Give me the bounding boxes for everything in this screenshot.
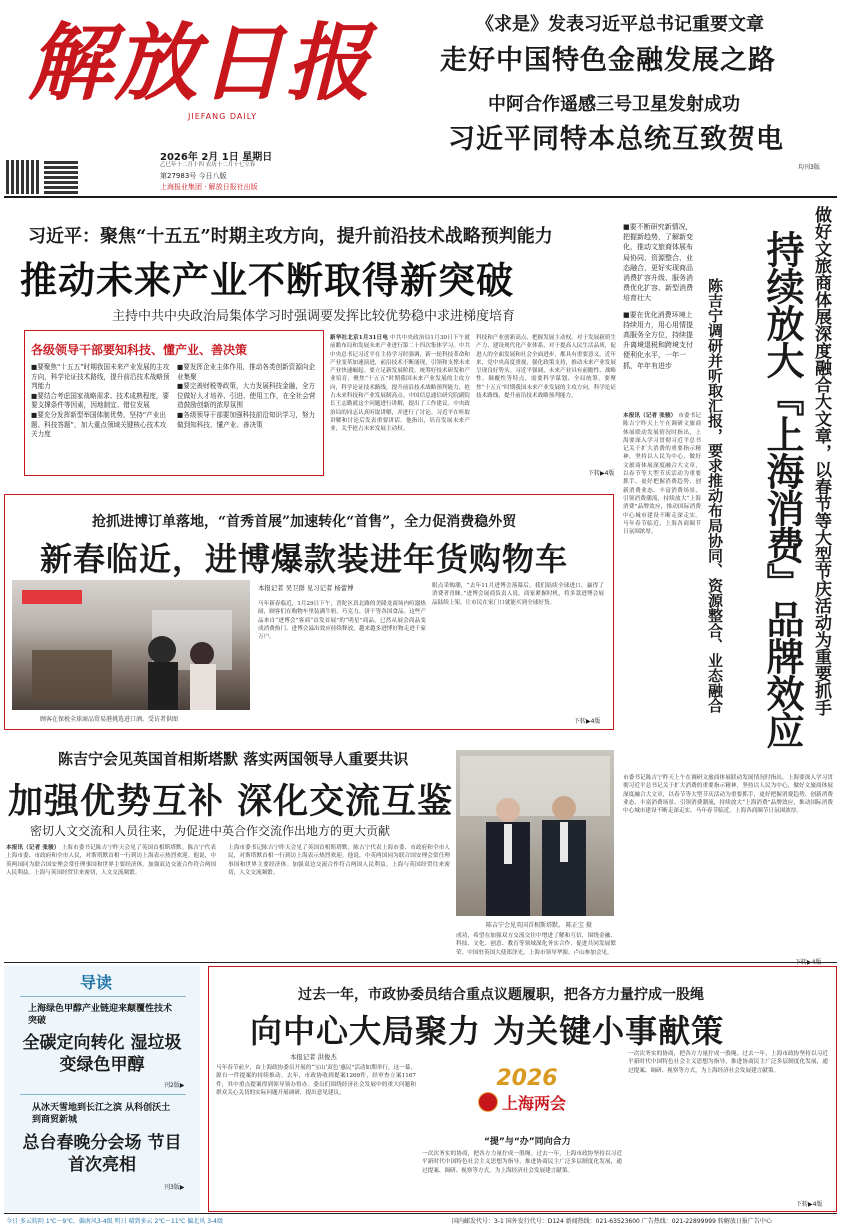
shopping-photo [12, 580, 250, 710]
lead-body-col1 [330, 334, 470, 472]
lead-subtitle: 主持中共中央政治局集体学习时强调要发挥比较优势稳中求进梯度培育 [112, 309, 516, 324]
shopping-title: 新春临近，进博爆款装进年货购物车 [40, 540, 569, 578]
lead-point: ■要聚焦“十五五”时期我国未来产业发展的主攻方向，科学论证技术路线，提升前沿技术战略预判能力 [31, 363, 170, 391]
lunar-line: 乙巳年十二月十四 农历十二月十七立春 [160, 162, 256, 168]
top-kicker-2: 中阿合作遥感三号卫星发射成功 [488, 94, 740, 115]
shopping-kicker: 抢抓进博订单落地，“首秀首展”加速转化“首售”，全力促消费稳外贸 [92, 514, 517, 530]
shopping-body: 马年新春临近，1月29日下午，晋陀区真北路的美隆龙商场内喧嚣热闹，顾客们在购物车里装满牛奶、巧克力、饼干等各国食品。这些产品来自“进博会”客商“首发首展”的“明星”商品。已然从展会商品变成消费热门。进博会溢出效应持续释放，越来越多进博好物走进千家万户。 [258, 601, 426, 641]
uk-caption: 陈吉宁会见英国首相斯塔默。 陈正宝 摄 [486, 922, 592, 929]
guide-rule [20, 996, 186, 997]
uk-body-col2 [228, 844, 450, 952]
uk-body-2: 成功，希望在加强双方交流交往中增进了解和互信，围绕金融、科技、文化、创意、教育等领域深化务实合作，促进共同发展繁荣。中国驻英国大使郑泽光，上海市领导华源、卢山参加会见。 [456, 933, 616, 956]
right-body-text-2: 市委书记陈吉宁昨天上午在调研文旅商体展联动发展情况时指出，上海要深入学习贯彻习近平总书记关于扩大消费的重要指示精神，坚持以人民为中心，做好文旅商体展深度融合大文章，以春节等大型节庆活动为重要抓手，更好把握消费趋势、创新消费业态、丰富消费场景、引领消费潮流，持续放大“上海消费”品牌效应，推动国际消费中心城市建设不断走深走实。马年春节临近，上海各商圈节日氛围浓厚。 [623, 775, 833, 815]
right-point: ■要在优化消费环境上持续用力，用心用情提高服务全方位，持续提升离境退税和跨境支付便利化水平，一年一抓，年年有进步 [623, 310, 693, 370]
right-body-text: 市委书记陈吉宁昨天上午在调研文旅商体展联动发展情况时指出，上海要深入学习贯彻习近平总书记关于扩大消费的重要指示精神，坚持以人民为中心，做好文旅商体展深度融合大文章，以春节等大型节庆活动为重要抓手，更好把握消费趋势、创新消费业态、丰富消费场景、引领消费潮流，持续放大“上海消费”品牌效应，推动国际消费中心城市建设不断走深走实。马年春节临近，上海各商圈节日氛围浓厚。 [623, 413, 701, 536]
guide-ref-2: 刊3版▶ [164, 1184, 185, 1191]
logo-text: 解放日报 [28, 13, 373, 112]
right-points [623, 222, 697, 371]
cppcc-subhead: “提”与“办”同向合力 [484, 1137, 571, 1147]
uk-body-col3 [456, 932, 616, 962]
shopping-continued: 下转▶4版 [574, 718, 601, 725]
cppcc-body: 马年春节前夕，由上海政协委员开展的“宝山‘双色’惠民”活动如期举行。这一幕，源自一件提案的持续推动。去年，市政协收到提案1269件，经审查立案1167件，其中重点提案得到领导领办督办。委员们围绕经济社会发展中的重大问题和群众关心关切的实际问题开展调研，提出意见建议。 [216, 1065, 416, 1096]
guide-ref-1: 刊2版▶ [164, 1082, 185, 1089]
lianghui-year: 2026 [496, 1066, 558, 1091]
guide-kicker-2: 从冰天雪地到长江之滨 从科创沃土到商贸新城 [32, 1103, 171, 1125]
lead-point: ■要发挥企业主体作用，推动各类创新资源向企业集聚 [177, 363, 316, 381]
lianghui-text: 上海两会 [501, 1094, 566, 1113]
guide-title: 导读 [80, 973, 113, 992]
guide-title-2: 总台春晚分会场 节目首次亮相 [22, 1133, 182, 1175]
right-vertical-sub: 陈吉宁调研并听取汇报，要求推动布局协同、资源整合、业态融合 [706, 278, 724, 713]
section-rule [4, 962, 837, 963]
footer-rule [4, 1213, 837, 1214]
shopping-byline: 本报记者 吴卫群 见习记者 杨蕾博 [258, 584, 354, 592]
lead-title: 推动未来产业不断取得新突破 [20, 258, 514, 302]
right-byline: 本报讯（记者 张骏） [623, 413, 677, 419]
qr-code-2 [44, 160, 78, 194]
footer-weather: 今日 多云转阴 1℃～9℃，偏南风3-4级 明日 晴到多云 2℃～11℃ 偏北风 3-4级 [6, 1218, 223, 1225]
top-title-1: 走好中国特色金融发展之路 [440, 45, 776, 76]
cppcc-body-col1 [216, 1064, 416, 1204]
lead-byline: 新华社北京1月31日电 [330, 335, 389, 341]
cppcc-body-col2 [422, 1150, 622, 1204]
uk-body-b: 上海市委书记陈吉宁昨天会见了英国首相斯塔默。陈吉宁代表上海市委、市政府和全市人民，对斯塔默首相一行到访上海表示热烈欢迎。他说，中英两国同为联合国安理会常任理事国和世界主要经济体。加强双边交流合作符合两国人民利益。上海与英国经贸往来密切，人文交流频繁。 [228, 845, 450, 876]
masthead-rule [4, 196, 837, 198]
guide-rule-2 [20, 1094, 186, 1095]
cppcc-body-2: 一次次务实的协商，把各方力量拧成一股绳。过去一年，上海市政协坚持以习近平新时代中国特色社会主义思想为指导，推进协商民主广泛多层制度化发展，通过提案、调研、视察等方式，为上海经济社会发展建言献策。 [628, 1051, 828, 1074]
shopping-photo-art [12, 580, 250, 710]
guide-title-1: 全碳定向转化 湿垃圾变绿色甲醇 [22, 1033, 182, 1075]
right-point: ■要不断研究新情况，把握新趋势，了解新变化，推动文旅商体展布局协同、资源整合、业态融合，更好实现商品消费扩容升级、服务消费优化扩容、新型消费培育壮大 [623, 223, 693, 303]
uk-byline: 本报讯（记者 张骏） [6, 845, 60, 851]
cppcc-kicker: 过去一年，市政协委员结合重点议题履职，把各方力量拧成一股绳 [298, 987, 704, 1003]
lead-continued: 下转▶4版 [588, 470, 615, 477]
lead-point: ■要结合考虑国家战略需求、技术成熟程度，要要支撑条件等因素，因地制宜、错位发展 [31, 391, 170, 410]
lianghui-logo [474, 1066, 580, 1116]
lead-point: ■要充分发挥新型举国体制优势，坚持“产业出题、科技答题”，加大重点领域关键核心技术攻关力度 [31, 410, 167, 439]
shopping-caption: 顾客在保税全球商品贸易港挑选进口酒。受访者供图 [40, 716, 179, 723]
uk-photo [456, 750, 614, 916]
cppcc-title: 向中心大局聚力 为关键小事献策 [250, 1012, 725, 1050]
lead-point: ■要完善财税等政策，大力发展科技金融，全方位做好人才培养、引进、使用工作，在全社会营造鼓励创新的浓厚氛围 [177, 382, 316, 410]
lead-body-col2 [476, 334, 616, 466]
shopping-body-2: 眼点采购潮，“去年11月进博会落幕后，我们陆续全球进口，赢得了消费者青睐。”进博会展商负责人说。商家紧握时机，将多款进博会展品陆续上架，让市民在家门口就能买到全球好货。 [432, 583, 604, 606]
top-kicker-1: 《求是》发表习近平总书记重要文章 [476, 14, 764, 35]
right-vertical-title: 持续放大『上海消费』品牌效应 [760, 230, 805, 748]
shopping-body-col2 [432, 582, 604, 712]
page-ref: 均刊3版 [798, 164, 820, 171]
uk-title: 加强优势互补 深化交流互鉴 [8, 781, 454, 822]
lead-body: 中共中央政治局1月30日下午就前瞻布局和发展未来产业进行第二十四次集体学习。中共中央总书记习近平在主持学习时强调，新一轮科技革命和产业变革加速演进，前沿技术不断涌现，引领和支撑未来产业快速崛起。要立足新发展阶段，统筹好技术研发和产业培育，聚焦“十五五”时期我国未来产业发展的主攻方向，科学论证技术路线，提升前沿技术战略预判能力，抢占未来科技和产业发展制高点。中国信息通信研究院副院长王志勤就这个问题进行讲解，提出了工作建议。中央政治局的同志认真听取讲解，并进行了讨论。习近平在听取讲解和讨论后发表重要讲话。他指出，培育发展未来产业，关乎抢占未来发展主动权。 [330, 335, 470, 433]
top-title-2: 习近平同特本总统互致贺电 [448, 124, 784, 155]
cppcc-body-2a: 一次次务实的协商，把各方力量拧成一股绳。过去一年，上海市政协坚持以习近平新时代中国特色社会主义思想为指导，推进协商民主广泛多层制度化发展，通过提案、调研、视察等方式，为上海经济社会发展建言献策。 [422, 1151, 622, 1174]
lead-points-box [24, 330, 324, 476]
emblem-icon [478, 1092, 498, 1112]
cppcc-continued: 下转▶4版 [796, 1201, 823, 1208]
uk-subtitle: 密切人文交流和人员往来，为促进中英合作交流作出地方的更大贡献 [30, 824, 391, 838]
guide-kicker-1: 上海绿色甲醇产业链迎来颠覆性技术突破 [28, 1004, 173, 1026]
lead-point: ■各级领导干部要加强科技前沿知识学习，努力做到知科技、懂产业、善决策 [177, 410, 316, 429]
right-body-bottom [623, 774, 833, 954]
publisher-line: 上海报业集团 · 解放日报社出版 [160, 183, 258, 191]
date-line: 2026年 2月 1日 星期日 [160, 152, 273, 163]
lead-body-2: 科技和产业创新高点，把握发展主动权。对于发展新质生产力，建设现代化产业体系，对于提高人民生活品质，促进人的全面发展和社会全面进步，都具有重要意义。近年来，党中央高度重视，强化政策支持，推动未来产业发展呈现良好势头。习近平强调，未来产业具有前瞻性、战略性、颠覆性等特点，需要科学谋划、全局统筹。要聚焦“十五五”时期我国未来产业发展的主攻方向，科学论证技术路线，提升前沿技术战略预判能力。 [476, 335, 616, 400]
cppcc-byline: 本报记者 洪俊杰 [290, 1053, 337, 1061]
right-vertical-kicker: 做好文旅商体展深度融合大文章，以春节等大型节庆活动为重要抓手 [811, 206, 831, 716]
masthead-logo [28, 8, 388, 128]
cppcc-body-col3 [628, 1050, 828, 1196]
uk-kicker: 陈吉宁会见英国首相斯塔默 落实两国领导人重要共识 [58, 750, 409, 768]
uk-photo-art [456, 750, 614, 916]
issue-line: 第27983号 今日八版 [160, 172, 227, 180]
lead-kicker: 习近平：聚焦“十五五”时期主攻方向，提升前沿技术战略预判能力 [28, 226, 553, 247]
logo-english: JIEFANG DAILY [188, 112, 257, 121]
shopping-body-col1 [258, 600, 426, 720]
lead-box-title: 各级领导干部要知科技、懂产业、善决策 [31, 343, 248, 357]
footer-info: 国内邮发代号：3-1 国外发行代号：D124 新闻热线：021-63523600 广告热线：021-22899999 转解放日报广告中心 [452, 1218, 772, 1225]
qr-code [6, 160, 40, 194]
uk-body-col1 [6, 844, 216, 952]
uk-body: 上海市委书记陈吉宁昨天会见了英国首相斯塔默。陈吉宁代表上海市委、市政府和全市人民，对斯塔默首相一行到访上海表示热烈欢迎。他说，中英两国同为联合国安理会常任理事国和世界主要经济体。加强双边交流合作符合两国人民利益。上海与英国经贸往来密切，人文交流频繁。 [6, 845, 216, 876]
